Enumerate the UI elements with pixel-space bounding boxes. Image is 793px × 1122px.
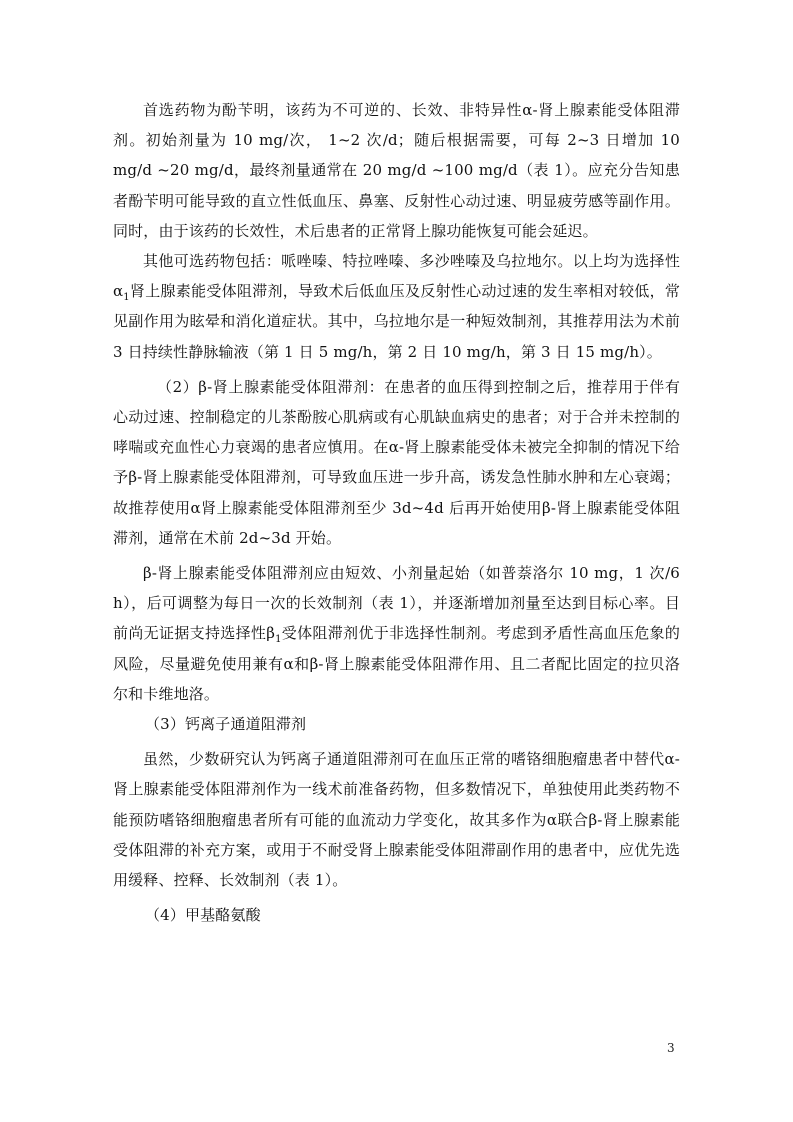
text-segment: 受体阻滞剂优于非选择性制剂。考虑到矛盾性高血压危象的风险，尽量避免使用兼有α和β-肾上腺素能受体阻滞作用、且二者配比固定的拉贝洛尔和卡维地洛。 — [113, 624, 680, 703]
body-text — [113, 95, 680, 930]
subscript: 1 — [123, 292, 130, 304]
paragraph-calcium-channel-blockers: 虽然，少数研究认为钙离子通道阻滞剂可在血压正常的嗜铬细胞瘤患者中替代α-肾上腺素能受体阻滞剂作为一线术前准备药物，但多数情况下，单独使用此类药物不能预防嗜铬细胞瘤患者所有可能的血流动力学变化，故其多作为α联合β-肾上腺素能受体阻滞的补充方案，或用于不耐受肾上腺素能受体阻滞副作用的患者中，应优先选用缓释、控释、长效制剂（表 1）。 — [113, 750, 680, 890]
subscript: 1 — [275, 634, 282, 646]
heading-calcium-channel-blockers: （3）钙离子通道阻滞剂 — [145, 715, 307, 734]
paragraph-beta-blockers: （2）β-肾上腺素能受体阻滞剂：在患者的血压得到控制之后，推荐用于伴有心动过速、控制稳定的儿茶酚胺心肌病或有心肌缺血病史的患者；对于合并未控制的哮喘或充血性心力衰竭的患者应慎用。在α-肾上腺素能受体未被完全抑制的情况下给予β-肾上腺素能受体阻滞剂，可导致血压进一步升高，诱发急性肺水肿和左心衰竭；故推荐使用α肾上腺素能受体阻滞剂至少 3d~4d 后再开始使用β-肾上腺素能受体阻滞剂，通常在术前 2d~3d 开始。 — [113, 377, 680, 547]
paragraph-alternative-drugs — [113, 246, 680, 367]
paragraph-phenoxybenzamine: 首选药物为酚苄明，该药为不可逆的、长效、非特异性α-肾上腺素能受体阻滞剂。初始剂量为 10 mg/次， 1~2 次/d；随后根据需要，可每 2~3 日增加 10 mg/d ~20 mg/d，最终剂量通常在 20 mg/d ~100 mg/d（表 1）。应充分告知患者酚苄明可能导致的直立性低血压、鼻塞、反射性心动过速、明显疲劳感等副作用。同时，由于该药的长效性，术后患者的正常肾上腺功能恢复可能会延迟。 — [113, 101, 680, 240]
heading-metyrosine: （4）甲基酪氨酸 — [145, 906, 261, 925]
text-segment: 其他可选药物包括：哌唑嗪、特拉唑嗪、多沙唑嗪及乌拉地尔。以上均为选择性α — [113, 252, 680, 301]
text-segment: 肾上腺素能受体阻滞剂，导致术后低血压及反射性心动过速的发生率相对较低，常见副作用为眩晕和消化道症状。其中，乌拉地尔是一种短效制剂，其推荐用法为术前 3 日持续性静脉输液（第 1 日 5 mg/h，第 2 日 10 mg/h，第 3 日 15 mg/h）。 — [113, 282, 680, 361]
paragraph-beta-dosage — [113, 558, 680, 709]
page-number: 3 — [667, 1041, 675, 1055]
text-segment: β-肾上腺素能受体阻滞剂应由短效、小剂量起始（如普萘洛尔 10 mg，1 次/6 h），后可调整为每日一次的长效制剂（表 1），并逐渐增加剂量至达到目标心率。目前尚无证据支持选择性β — [113, 564, 680, 643]
